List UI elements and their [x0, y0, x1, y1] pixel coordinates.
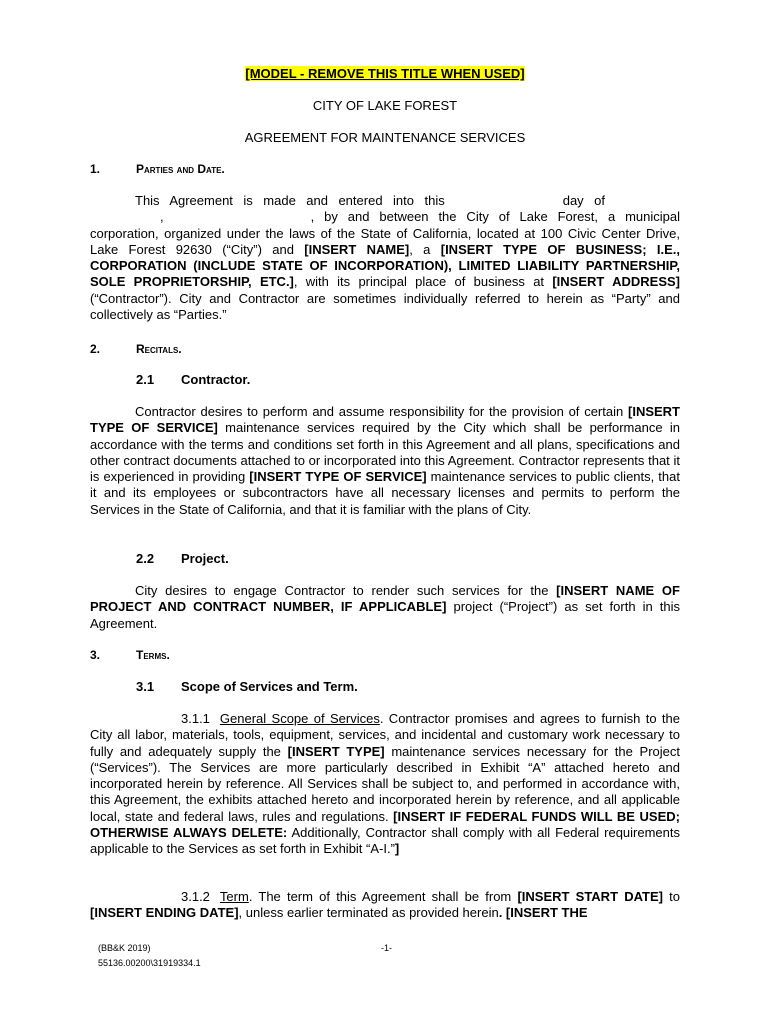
- section-2-2-heading: [136, 551, 229, 567]
- section-number: 3.: [90, 648, 101, 662]
- section-title: Recitals.: [136, 342, 182, 356]
- footer-page-number: -1-: [381, 943, 392, 953]
- footer-firm: (BB&K 2019): [98, 943, 151, 953]
- section-3-1-heading: [136, 679, 358, 695]
- project-paragraph: City desires to engage Contractor to render such services for the [INSERT NAME OF PROJECT AND CONTRACT NUMBER, IF APPLICABLE] project (“Project”) as set forth in this Agreement.: [90, 583, 680, 631]
- city-heading: CITY OF LAKE FOREST: [312, 98, 458, 113]
- section-title: Terms.: [136, 648, 170, 662]
- contractor-paragraph: Contractor desires to perform and assume responsibility for the provision of certain [INSERT TYPE OF SERVICE] maintenance services required by the City which shall be performance in accordance with the terms and conditions set forth in this Agreement and all plans, specifications and other contract documents attached to or incorporated into this Agreement. Contractor represents that it is experienced in providing [INSERT TYPE OF SERVICE] maintenance services to public clients, that it and its employees or subcontractors have all necessary licenses and permits to perform the Services in the State of California, and that it is familiar with the plans of City.: [90, 404, 680, 517]
- scope-of-services-paragraph: 3.1.1 General Scope of Services. Contractor promises and agrees to furnish to the City all labor, materials, tools, equipment, services, and incidental and customary work necessary to fully and adequately supply the [INSERT TYPE] maintenance services necessary for the Project (“Services”). The Services are more particularly described in Exhibit “A” attached hereto and incorporated herein by reference. All Services shall be subject to, and performed in accordance with, this Agreement, the exhibits attached hereto and incorporated herein by reference, and all applicable local, state and federal laws, rules and regulations. [INSERT IF FEDERAL FUNDS WILL BE USED; OTHERWISE ALWAYS DELETE: Additionally, Contractor shall comply with all Federal requirements applicable to the Services as set forth in Exhibit “A-I.”]: [90, 711, 681, 857]
- section-3-heading: [90, 647, 170, 663]
- model-title: [0, 66, 770, 82]
- agreement-title: AGREEMENT FOR MAINTENANCE SERVICES: [244, 130, 526, 145]
- subsection-title: Scope of Services and Term.: [181, 679, 358, 694]
- parties-paragraph: This Agreement is made and entered into this day of, , by and between the City of Lake Forest, a municipal corporation, organized under the laws of the State of California, located at 100 Civic Center Drive, Lake Forest 92630 (“City”) and [INSERT NAME], a [INSERT TYPE OF BUSINESS; I.E., CORPORATION (INCLUDE STATE OF INCORPORATION), LIMITED LIABILITY PARTNERSHIP, SOLE PROPRIETORSHIP, ETC.], with its principal place of business at [INSERT ADDRESS] (“Contractor”). City and Contractor are sometimes individually referred to herein as “Party” and collectively as “Parties.”: [90, 193, 680, 323]
- subsection-title: Project.: [181, 551, 229, 566]
- section-number: 2.: [90, 342, 101, 356]
- section-2-heading: [90, 341, 182, 357]
- section-number: 1.: [90, 162, 101, 176]
- footer-doc-id: 55136.00200\31919334.1: [98, 958, 201, 968]
- subsection-number: 2.1: [136, 372, 155, 387]
- model-title-text: [MODEL - REMOVE THIS TITLE WHEN USED]: [245, 66, 525, 81]
- subsection-title: Contractor.: [181, 372, 251, 387]
- term-paragraph: 3.1.2 Term. The term of this Agreement shall be from [INSERT START DATE] to [INSERT ENDING DATE], unless earlier terminated as provided herein. [INSERT THE: [90, 889, 680, 921]
- section-title: Parties and Date.: [136, 162, 225, 176]
- subsection-number: 2.2: [136, 551, 155, 566]
- section-2-1-heading: [136, 372, 250, 388]
- subsection-number: 3.1: [136, 679, 155, 694]
- section-1-heading: [90, 161, 225, 177]
